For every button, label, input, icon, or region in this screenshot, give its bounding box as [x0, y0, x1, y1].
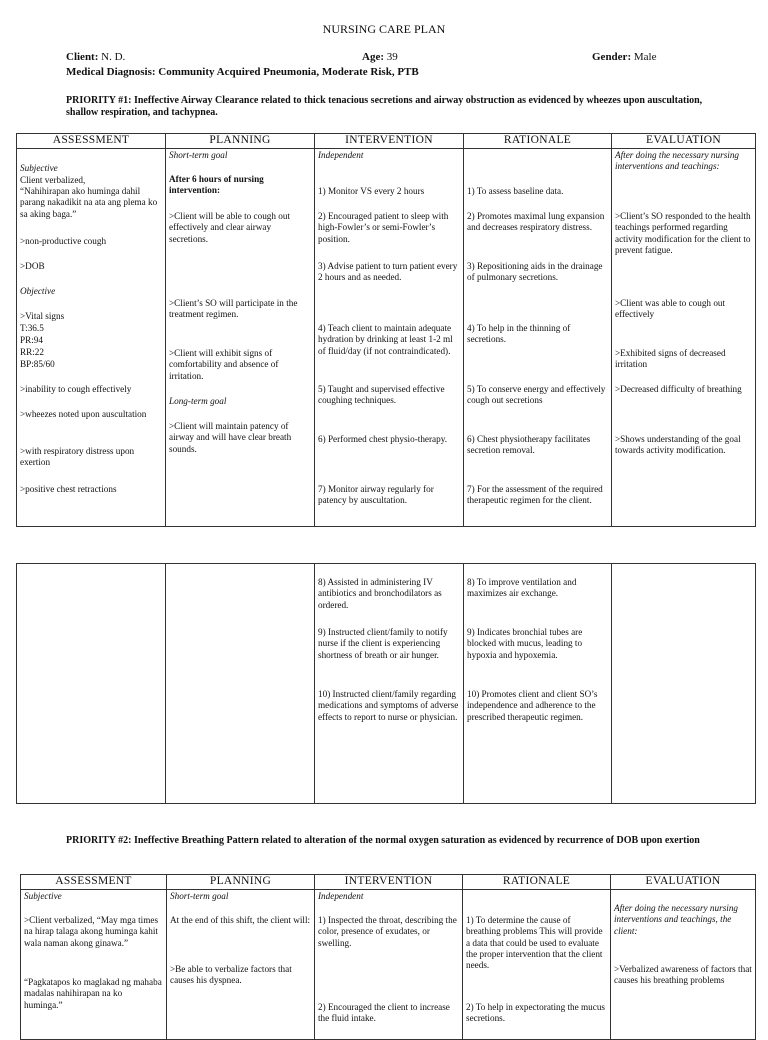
assessment-cell: [21, 890, 167, 1040]
short-term-goal-label: Short-term goal: [170, 891, 229, 901]
intervention-item: 1) Monitor VS every 2 hours: [318, 186, 425, 196]
col-rationale: RATIONALE: [464, 134, 612, 149]
intervention-item: 3) Advise patient to turn patient every 2 hours and as needed.: [318, 261, 458, 283]
priority-1: [66, 95, 726, 119]
document-title: NURSING CARE PLAN: [322, 22, 446, 36]
care-plan-table-3: [20, 874, 756, 1040]
gender-field: [592, 51, 656, 63]
client-quote: “Nahihirapan ako huminga dahil parang nakadikit na ata ang plema ko sa aking baga.”: [20, 186, 158, 219]
age-value: 39: [386, 51, 398, 63]
rationale-item: 3) Repositioning aids in the drainage of pulmonary secretions.: [467, 261, 603, 283]
medical-diagnosis: Medical Diagnosis: Community Acquired Pneumonia, Moderate Risk, PTB: [66, 66, 419, 78]
rationale-item: 8) To improve ventilation and maximizes air exchange.: [467, 577, 577, 599]
intervention-item: 7) Monitor airway regularly for patency by auscultation.: [318, 484, 434, 506]
rationale-item: 5) To conserve energy and effectively cough out secretions: [467, 384, 606, 406]
vital-pr: PR:94: [20, 335, 43, 345]
priority-2: [66, 835, 726, 847]
table-header-row: [21, 875, 756, 890]
rationale-cell: [464, 564, 612, 804]
intervention-item: 9) Instructed client/family to notify nurse if the client is experiencing shortness of breath or air hunger.: [318, 627, 448, 660]
planning-goal: >Client will be able to cough out effectively and clear airway secretions.: [169, 211, 291, 244]
vital-bp: BP:85/60: [20, 359, 55, 369]
evaluation-intro: After doing the necessary nursing interventions and teachings, the client:: [614, 903, 739, 936]
intervention-item: 8) Assisted in administering IV antibiotics and bronchodilators as ordered.: [318, 577, 442, 610]
client-field: [66, 51, 125, 63]
vital-temp: T:36.5: [20, 323, 44, 333]
assessment-item: >positive chest retractions: [20, 484, 117, 494]
gender-value: Male: [633, 51, 657, 63]
col-planning: PLANNING: [166, 134, 315, 149]
col-evaluation: EVALUATION: [612, 134, 756, 149]
client-label: Client:: [66, 51, 99, 63]
col-assessment: ASSESSMENT: [17, 134, 166, 149]
evaluation-item: >Client was able to cough out effectively: [615, 298, 726, 320]
subjective-label: Subjective: [24, 891, 62, 901]
intervention-item: 1) Inspected the throat, describing the color, presence of exudates, or swelling.: [318, 915, 457, 948]
intervention-cell: [315, 149, 464, 527]
table-row: [21, 890, 756, 1040]
age-field: [362, 51, 398, 63]
rationale-item: 2) To help in expectorating the mucus secretions.: [466, 1002, 606, 1024]
rationale-item: 10) Promotes client and client SO’s independence and adherence to the prescribed therapeutic regimen.: [467, 689, 598, 722]
planning-cell: [167, 890, 315, 1040]
client-quote: “Pagkatapos ko maglakad ng mahaba madalas nahihirapan na ko huminga.”: [24, 977, 162, 1010]
intervention-item: 10) Instructed client/family regarding medications and symptoms of adverse effects to report to nurse or physician.: [318, 689, 459, 722]
intervention-cell: [315, 564, 464, 804]
evaluation-item: >Decreased difficulty of breathing: [615, 384, 742, 394]
assessment-cell: [17, 149, 166, 527]
rationale-item: 4) To help in the thinning of secretions.: [467, 323, 571, 345]
care-plan-table-1: [16, 133, 756, 527]
intervention-item: 2) Encouraged the client to increase the fluid intake.: [318, 1002, 450, 1024]
evaluation-item: >Client’s SO responded to the health teachings performed regarding activity modification for the client to prevent fatigue.: [615, 211, 751, 255]
col-intervention: INTERVENTION: [315, 134, 464, 149]
assessment-item: >DOB: [20, 261, 45, 271]
evaluation-cell: [612, 564, 756, 804]
vital-rr: RR:22: [20, 347, 44, 357]
assessment-item: >non-productive cough: [20, 236, 107, 246]
evaluation-intro: After doing the necessary nursing interventions and teachings:: [615, 150, 740, 172]
assessment-item: >with respiratory distress upon exertion: [20, 446, 135, 468]
col-evaluation: EVALUATION: [611, 875, 756, 890]
evaluation-item: >Exhibited signs of decreased irritation: [615, 348, 726, 370]
rationale-item: 2) Promotes maximal lung expansion and decreases respiratory distress.: [467, 211, 605, 233]
assessment-cell: [17, 564, 166, 804]
age-label: Age:: [362, 51, 384, 63]
planning-cell: [166, 564, 315, 804]
planning-cell: [166, 149, 315, 527]
independent-label: Independent: [318, 891, 364, 901]
priority-2-text: Ineffective Breathing Pattern related to alteration of the normal oxygen saturation as evidenced by recurrence of DOB upon exertion: [133, 835, 700, 846]
planning-goal: >Client will maintain patency of airway and will have clear breath sounds.: [169, 421, 292, 454]
col-intervention: INTERVENTION: [315, 875, 463, 890]
planning-goal: >Client’s SO will participate in the treatment regimen.: [169, 298, 298, 320]
evaluation-item: >Verbalized awareness of factors that causes his breathing problems: [614, 964, 752, 986]
evaluation-item: >Shows understanding of the goal towards activity modification.: [615, 434, 741, 456]
col-rationale: RATIONALE: [463, 875, 611, 890]
planning-timeframe: At the end of this shift, the client will:: [170, 915, 311, 925]
subjective-label: Subjective: [20, 163, 58, 173]
planning-goal: >Be able to verbalize factors that causes his dyspnea.: [170, 964, 292, 986]
care-plan-table-2: [16, 563, 756, 804]
table-row: [17, 564, 756, 804]
table-header-row: [17, 134, 756, 149]
vital-signs-label: >Vital signs: [20, 311, 65, 321]
intervention-cell: [315, 890, 463, 1040]
evaluation-cell: [611, 890, 756, 1040]
client-quote: >Client verbalized, “May mga times na hirap talaga akong huminga kahit wala naman akong ginawa.”: [24, 915, 159, 948]
short-term-goal-label: Short-term goal: [169, 150, 228, 160]
rationale-item: 9) Indicates bronchial tubes are blocked with mucus, leading to hypoxia and hypoxemia.: [467, 627, 583, 660]
intervention-item: 2) Encouraged patient to sleep with high-Fowler’s or semi-Fowler’s position.: [318, 211, 449, 244]
planning-timeframe: After 6 hours of nursing intervention:: [169, 174, 264, 196]
rationale-cell: [463, 890, 611, 1040]
verbalized-text: Client verbalized,: [20, 175, 86, 185]
intervention-item: 5) Taught and supervised effective coughing techniques.: [318, 384, 445, 406]
rationale-item: 7) For the assessment of the required therapeutic regimen for the client.: [467, 484, 603, 506]
objective-label: Objective: [20, 286, 56, 296]
client-value: N. D.: [101, 51, 126, 63]
table-row: [17, 149, 756, 527]
priority-1-label: PRIORITY #1:: [66, 95, 132, 106]
intervention-item: 4) Teach client to maintain adequate hydration by drinking at least 1-2 ml of fluid/day (if not contraindicated).: [318, 323, 453, 356]
col-planning: PLANNING: [167, 875, 315, 890]
gender-label: Gender:: [592, 51, 632, 63]
planning-goal: >Client will exhibit signs of comfortability and absence of irritation.: [169, 348, 279, 381]
priority-2-label: PRIORITY #2:: [66, 835, 132, 846]
assessment-item: >inability to cough effectively: [20, 384, 132, 394]
assessment-item: >wheezes noted upon auscultation: [20, 409, 147, 419]
rationale-item: 1) To assess baseline data.: [467, 186, 564, 196]
rationale-item: 6) Chest physiotherapy facilitates secretion removal.: [467, 434, 591, 456]
long-term-goal-label: Long-term goal: [169, 396, 227, 406]
rationale-cell: [464, 149, 612, 527]
rationale-item: 1) To determine the cause of breathing problems This will provide a data that could be used to evaluate the proper intervention that the client needs.: [466, 915, 603, 971]
priority-1-text: Ineffective Airway Clearance related to thick tenacious secretions and airway obstruction as evidenced by wheezes upon auscultation, shallow respiration, and tachypnea.: [66, 95, 703, 118]
intervention-item: 6) Performed chest physio-therapy.: [318, 434, 448, 444]
col-assessment: ASSESSMENT: [21, 875, 167, 890]
evaluation-cell: [612, 149, 756, 527]
independent-label: Independent: [318, 150, 364, 160]
